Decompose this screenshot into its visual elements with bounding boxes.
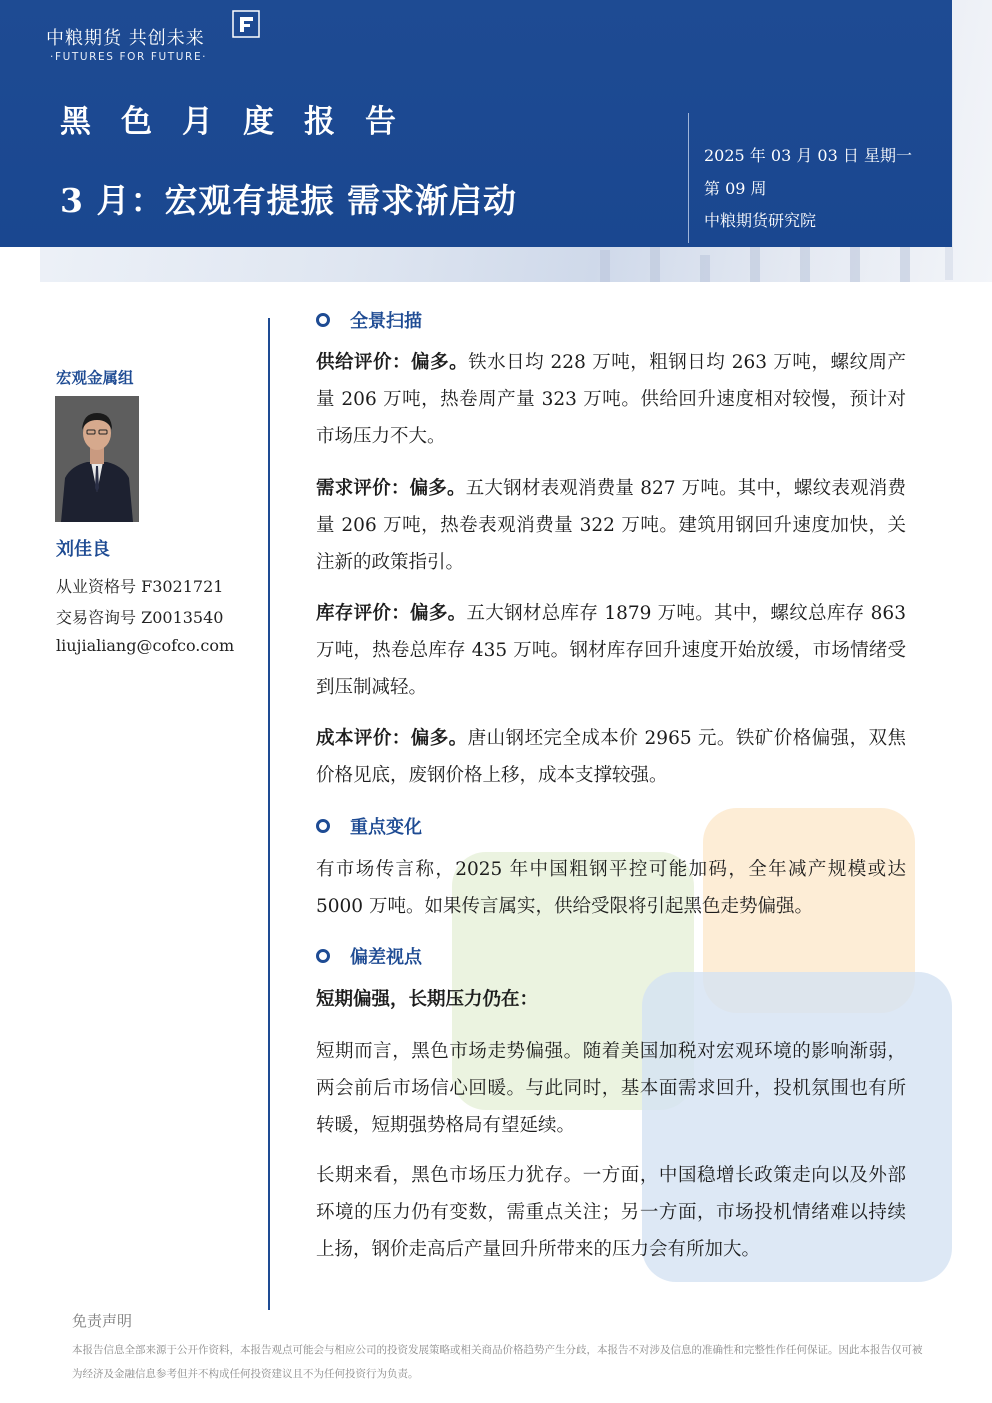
- company-logo-icon: [232, 10, 260, 38]
- disclaimer-title: 免责声明: [72, 1312, 133, 1330]
- bullet-circle-icon: [316, 819, 330, 833]
- supply-label: 供给评价：偏多。: [316, 352, 469, 373]
- analyst-name: 刘佳良: [56, 539, 110, 560]
- header-banner: [0, 0, 952, 247]
- supply-text: 铁水日均 228 万吨，粗钢日均 263 万吨，螺纹周产量 206 万吨，热卷周产量 323 万吨。供给回升速度相对较慢，预计对市场压力不大。: [316, 352, 906, 447]
- cost-text: 唐山钢坯完全成本价 2965 元。铁矿价格偏强，双焦价格见底，废钢价格上移，成本支撑较强。: [316, 728, 906, 786]
- inventory-text: 五大钢材总库存 1879 万吨。其中，螺纹总库存 863 万吨，热卷总库存 435 万吨。钢材库存回升速度开始放缓，市场情绪受到压制减轻。: [316, 603, 906, 698]
- disclaimer-text: 本报告信息全部来源于公开作资料，本报告观点可能会与相应公司的投资发展策略或相关商品价格趋势产生分歧，本报告不对涉及信息的准确性和完整性作任何保证。因此本报告仅可被为经济及金融信息参考但并不构成任何投资建议且不为任何投资行为负责。: [72, 1344, 923, 1380]
- research-institute: 中粮期货研究院: [704, 211, 817, 230]
- cost-paragraph: [316, 720, 906, 794]
- section-title: 全景扫描: [350, 311, 422, 332]
- section-key-change-heading: [316, 813, 422, 839]
- section-overview-heading: [316, 307, 422, 333]
- demand-text: 五大钢材表观消费量 827 万吨。其中，螺纹表观消费量 206 万吨，热卷表观消费量 322 万吨。建筑用钢回升速度加快，关注新的政策指引。: [316, 478, 906, 573]
- consult-number: 交易咨询号 Z0013540: [56, 608, 224, 627]
- view-subheading: 短期偏强，长期压力仍在：: [316, 989, 539, 1010]
- demand-paragraph: [316, 470, 906, 581]
- inventory-label: 库存评价：偏多。: [316, 603, 467, 624]
- section-title: 重点变化: [350, 817, 422, 838]
- company-logo-slogan: ·FUTURES FOR FUTURE·: [50, 51, 208, 63]
- short-term-paragraph: 短期而言，黑色市场走势偏强。随着美国加税对宏观环境的影响渐弱，两会前后市场信心回暖。与此同时，基本面需求回升，投机氛围也有所转暖，短期强势格局有望延续。: [316, 1041, 906, 1136]
- section-view-heading: [316, 943, 422, 969]
- long-term-paragraph: 长期来看，黑色市场压力犹存。一方面，中国稳增长政策走向以及外部环境的压力仍有变数，需重点关注；另一方面，市场投机情绪难以持续上扬，钢价走高后产量回升所带来的压力会有所加大。: [316, 1165, 906, 1260]
- analyst-email[interactable]: liujialiang@cofco.com: [56, 636, 235, 655]
- supply-paragraph: [316, 344, 906, 455]
- report-title: 黑色月度报告: [60, 104, 426, 140]
- inventory-paragraph: [316, 595, 906, 706]
- report-date: 2025 年 03 月 03 日 星期一: [704, 146, 912, 165]
- demand-label: 需求评价：偏多。: [316, 478, 466, 499]
- header-divider: [688, 113, 689, 243]
- report-subtitle: 3 月：宏观有提振 需求渐启动: [60, 181, 517, 220]
- section-title: 偏差视点: [350, 947, 422, 968]
- qualification-number: 从业资格号 F3021721: [56, 577, 224, 596]
- company-logo-text: 中粮期货 共创未来: [46, 28, 205, 49]
- cost-label: 成本评价：偏多。: [316, 728, 468, 749]
- team-name: 宏观金属组: [56, 368, 134, 387]
- column-divider: [268, 318, 270, 1310]
- bullet-circle-icon: [316, 313, 330, 327]
- key-change-paragraph: 有市场传言称，2025 年中国粗钢平控可能加码，全年减产规模或达 5000 万吨。如果传言属实，供给受限将引起黑色走势偏强。: [316, 859, 906, 917]
- bullet-circle-icon: [316, 949, 330, 963]
- report-week: 第 09 周: [704, 179, 767, 198]
- analyst-photo: [55, 396, 139, 522]
